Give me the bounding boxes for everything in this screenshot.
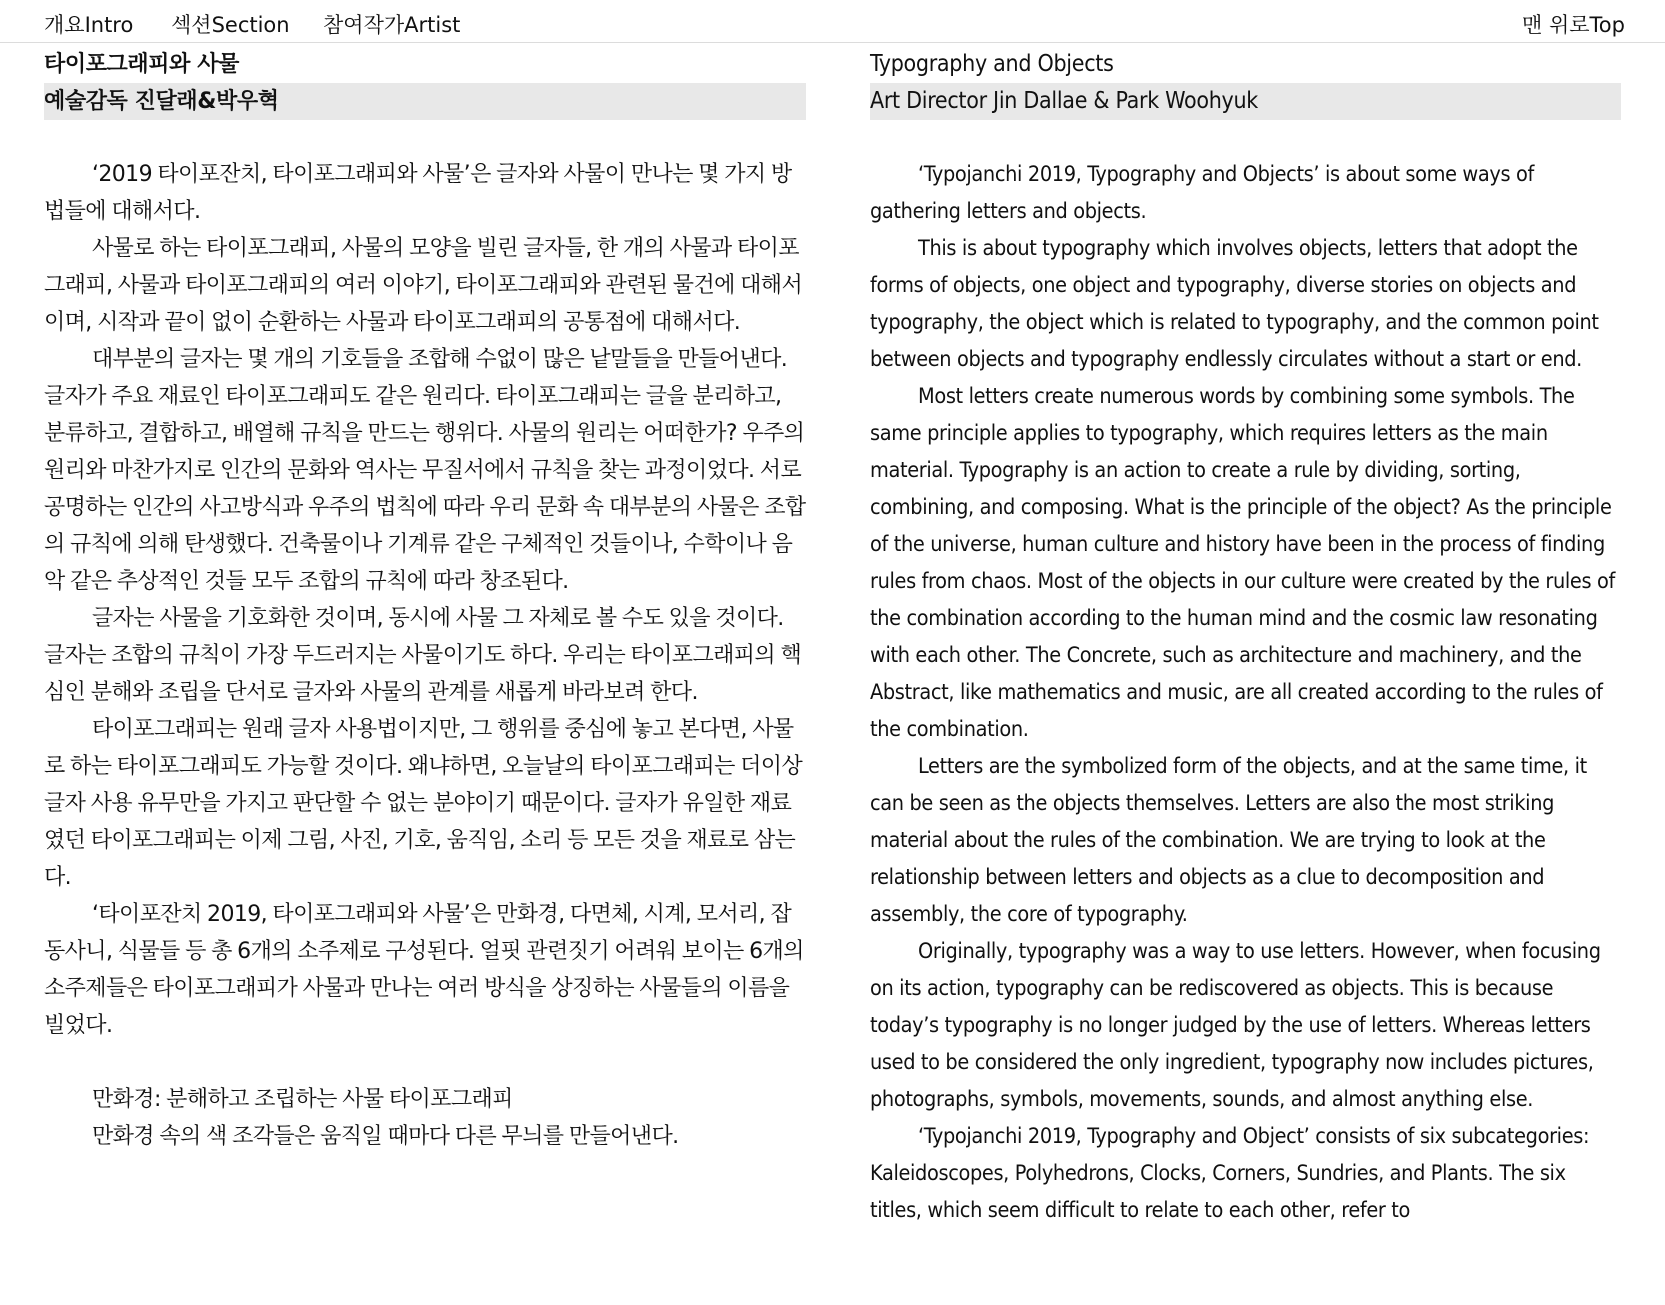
en-art-director-line: Art Director Jin Dallae & Park Woohyuk — [870, 83, 1621, 120]
en-paragraph: Letters are the symbolized form of the objects, and at the same time, it can be seen as the objects themselves. Letters are also the most striking material about the rules of the combination. We are trying to look at the relationship between letters and objects as a clue to decomposition and assembly, the core of typography. — [870, 754, 1587, 927]
ko-paragraph: 글자는 사물을 기호화한 것이며, 동시에 사물 그 자체로 볼 수도 있을 것이다. 글자는 조합의 규칙이 가장 두드러지는 사물이기도 하다. 우리는 타이포그래피의 핵심인 분해와 조립을 단서로 글자와 사물의 관계를 새롭게 바라보려 한다. — [44, 606, 802, 705]
en-page-title: Typography and Objects — [870, 51, 1114, 77]
korean-column — [44, 46, 806, 1155]
top-navigation-bar — [0, 0, 1665, 43]
nav-link-intro[interactable]: 개요Intro — [44, 13, 134, 37]
en-paragraph: Originally, typography was a way to use letters. However, when focusing on its action, typography can be rediscovered as objects. This is because today’s typography is no longer judged by the use of letters. Whereas letters used to be considered the only ingredient, typography now includes pictures, photographs, symbols, movements, sounds, and almost anything else. — [870, 939, 1601, 1112]
ko-subsection-heading: 만화경: 분해하고 조립하는 사물 타이포그래피 — [92, 1087, 513, 1112]
ko-subsection-text: 만화경 속의 색 조각들은 움직일 때마다 다른 무늬를 만들어낸다. — [92, 1124, 679, 1149]
en-paragraph: This is about typography which involves objects, letters that adopt the forms of objects, one object and typography, diverse stories on objects and typography, the object which is related to typography, and the common point between objects and typography endlessly circulates without a start or end. — [870, 236, 1599, 372]
ko-body-text — [44, 156, 806, 1155]
paragraph-spacer — [44, 1044, 806, 1081]
ko-paragraph: 사물로 하는 타이포그래피, 사물의 모양을 빌린 글자들, 한 개의 사물과 타이포그래피, 사물과 타이포그래피의 여러 이야기, 타이포그래피와 관련된 물건에 대해서이며, 시작과 끝이 없이 순환하는 사물과 타이포그래피의 공통점에 대해서다. — [44, 236, 803, 335]
en-paragraph: ‘Typojanchi 2019, Typography and Object’ consists of six subcategories: Kaleidoscopes, Polyhedrons, Clocks, Corners, Sundries, and Plants. The six titles, which seem difficult to relate to each other, refer to — [870, 1124, 1590, 1223]
ko-page-title: 타이포그래피와 사물 — [44, 52, 239, 77]
ko-paragraph: ‘2019 타이포잔치, 타이포그래피와 사물’은 글자와 사물이 만나는 몇 가지 방법들에 대해서다. — [44, 162, 792, 224]
en-body-text — [870, 156, 1621, 1229]
nav-link-artist[interactable]: 참여작가Artist — [323, 13, 461, 37]
nav-link-section[interactable]: 섹션Section — [171, 13, 290, 37]
en-paragraph: Most letters create numerous words by combining some symbols. The same principle applies to typography, which requires letters as the main material. Typography is an action to create a rule by dividing, sorting, combining, and composing. What is the principle of the object? As the principle of the universe, human culture and history have been in the process of finding rules from chaos. Most of the objects in our culture were created by the rules of the combination according to the human mind and the cosmic law resonating with each other. The Concrete, such as architecture and machinery, and the Abstract, like mathematics and music, are all created according to the rules of the combination. — [870, 384, 1615, 742]
en-paragraph: ‘Typojanchi 2019, Typography and Objects’ is about some ways of gathering letters and objects. — [870, 162, 1534, 224]
english-column — [870, 46, 1621, 1229]
back-to-top-link[interactable]: 맨 위로Top — [1522, 13, 1625, 37]
ko-art-director-line: 예술감독 진달래&박우혁 — [44, 83, 806, 120]
ko-paragraph: 타이포그래피는 원래 글자 사용법이지만, 그 행위를 중심에 놓고 본다면, 사물로 하는 타이포그래피도 가능할 것이다. 왜냐하면, 오늘날의 타이포그래피는 더이상 글자 사용 유무만을 가지고 판단할 수 없는 분야이기 때문이다. 글자가 유일한 재료였던 타이포그래피는 이제 그림, 사진, 기호, 움직임, 소리 등 모든 것을 재료로 삼는다. — [44, 717, 803, 890]
ko-paragraph: ‘타이포잔치 2019, 타이포그래피와 사물’은 만화경, 다면체, 시계, 모서리, 잡동사니, 식물들 등 총 6개의 소주제로 구성된다. 얼핏 관련짓기 어려워 보이는 6개의 소주제들은 타이포그래피가 사물과 만나는 여러 방식을 상징하는 사물들의 이름을 빌었다. — [44, 902, 804, 1038]
ko-paragraph: 대부분의 글자는 몇 개의 기호들을 조합해 수없이 많은 낱말들을 만들어낸다. 글자가 주요 재료인 타이포그래피도 같은 원리다. 타이포그래피는 글을 분리하고, 분류하고, 결합하고, 배열해 규칙을 만드는 행위다. 사물의 원리는 어떠한가? 우주의 원리와 마찬가지로 인간의 문화와 역사는 무질서에서 규칙을 찾는 과정이었다. 서로 공명하는 인간의 사고방식과 우주의 법칙에 따라 우리 문화 속 대부분의 사물은 조합의 규칙에 의해 탄생했다. 건축물이나 기계류 같은 구체적인 것들이나, 수학이나 음악 같은 추상적인 것들 모두 조합의 규칙에 따라 창조된다. — [44, 347, 806, 594]
bottom-fade-overlay — [0, 1268, 1665, 1305]
